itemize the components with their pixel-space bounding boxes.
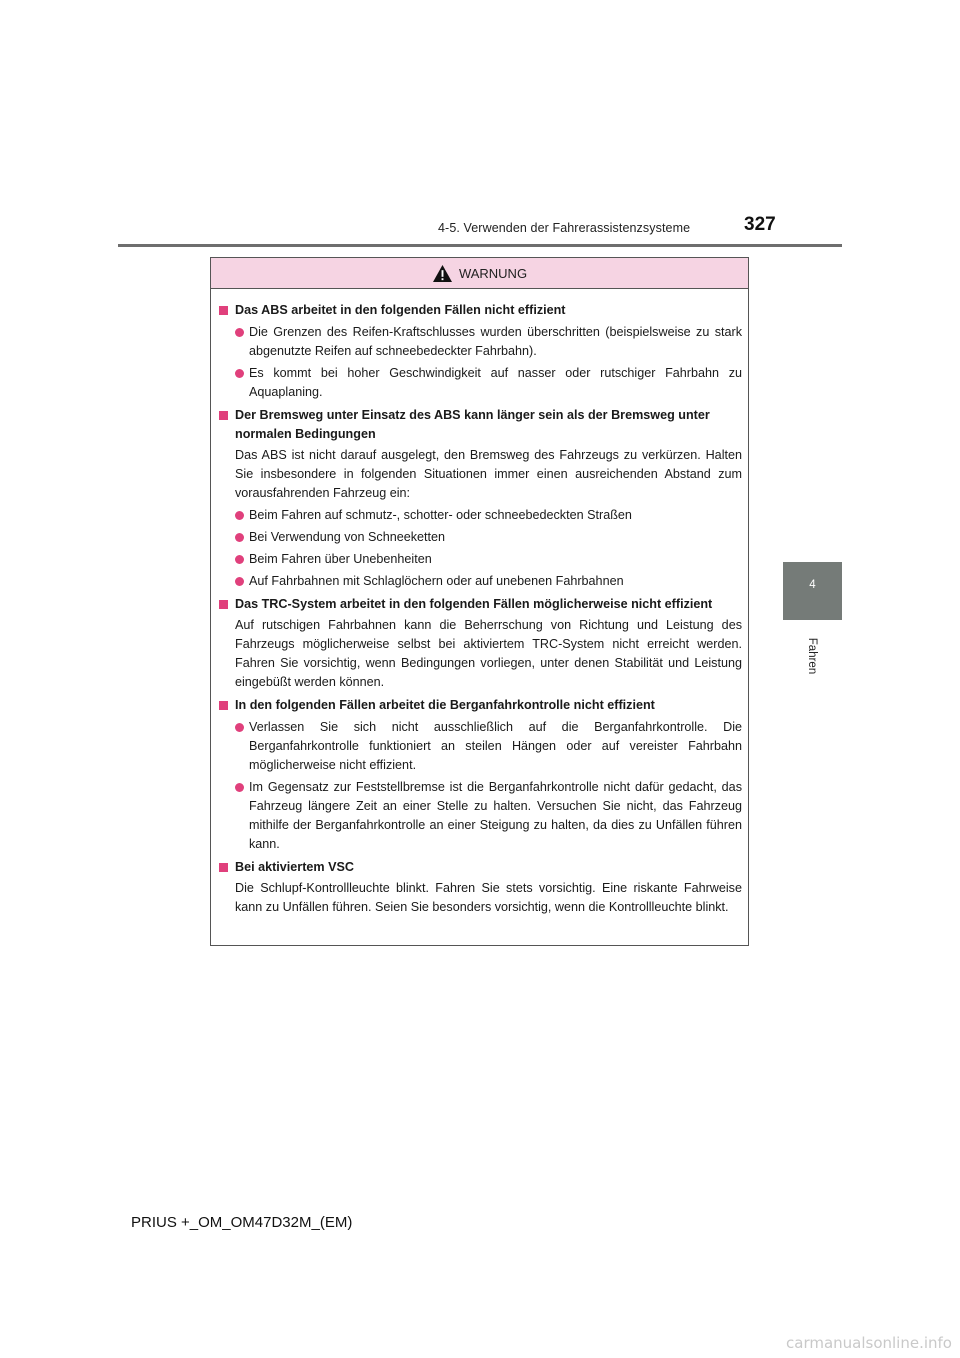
bullet-text: Verlassen Sie sich nicht ausschließlich auf die Berganfahrkontrolle. Die Berganfahrkontrolle funktioniert an steilen Hängen oder auf vereister Fahrbahn möglicherweise nicht effizient. (249, 720, 742, 772)
square-bullet-icon (219, 863, 228, 872)
section-heading (219, 858, 742, 877)
bullet-item (219, 528, 742, 547)
section-heading-text: Bei aktiviertem VSC (235, 860, 354, 874)
bullet-text: Es kommt bei hoher Geschwindigkeit auf nasser oder rutschiger Fahrbahn zu Aquaplaning. (249, 366, 742, 399)
section-title: 4-5. Verwenden der Fahrerassistenzsysteme (438, 221, 691, 235)
warning-triangle-icon (432, 264, 453, 283)
round-bullet-icon (235, 511, 244, 520)
section-heading-text: Der Bremsweg unter Einsatz des ABS kann länger sein als der Bremsweg unter normalen Bedingungen (235, 408, 710, 441)
section-heading (219, 301, 742, 320)
section-heading (219, 696, 742, 715)
chapter-tab (783, 562, 842, 620)
bullet-text: Auf Fahrbahnen mit Schlaglöchern oder auf unebenen Fahrbahnen (249, 574, 624, 588)
chapter-number: 4 (809, 579, 816, 591)
bullet-text: Im Gegensatz zur Feststellbremse ist die Berganfahrkontrolle nicht dafür gedacht, das Fahrzeug längere Zeit an einer Stelle zu halten. Versuchen Sie nicht, das Fahrzeug mithilfe der Berganfahrkontrolle an einer Steigung zu halten, da dies zu Unfällen führen kann. (249, 780, 742, 851)
square-bullet-icon (219, 600, 228, 609)
round-bullet-icon (235, 328, 244, 337)
warning-section (219, 696, 742, 854)
warning-section (219, 406, 742, 591)
square-bullet-icon (219, 411, 228, 420)
round-bullet-icon (235, 555, 244, 564)
warning-body (211, 289, 748, 917)
warning-section (219, 858, 742, 917)
round-bullet-icon (235, 783, 244, 792)
page-number: 327 (744, 214, 776, 235)
bullet-item (219, 506, 742, 525)
section-heading (219, 406, 742, 444)
bullet-text: Die Grenzen des Reifen-Kraftschlusses wurden überschritten (beispielsweise zu stark abgenutzte Reifen auf schneebedeckter Fahrbahn). (249, 325, 742, 358)
watermark: carmanualsonline.info (786, 1334, 952, 1352)
warning-header (211, 258, 748, 289)
warning-box (210, 257, 749, 946)
bullet-item (219, 718, 742, 775)
section-heading (219, 595, 742, 614)
warning-section (219, 301, 742, 402)
bullet-item (219, 364, 742, 402)
warning-section (219, 595, 742, 692)
warning-title: WARNUNG (458, 265, 528, 281)
section-paragraph: Auf rutschigen Fahrbahnen kann die Beherrschung von Richtung und Leistung des Fahrzeugs möglicherweise selbst bei aktiviertem TRC-System nicht erreicht werden. Fahren Sie vorsichtig, wenn Bedingungen vorliegen, unter denen Stabilität und Leistung eingebüßt werden können. (235, 618, 742, 689)
bullet-text: Beim Fahren auf schmutz-, schotter- oder schneebedeckten Straßen (249, 508, 632, 522)
bullet-item (219, 550, 742, 569)
section-heading-text: Das TRC-System arbeitet in den folgenden Fällen möglicherweise nicht effizient (235, 597, 713, 611)
document-code: PRIUS +_OM_OM47D32M_(EM) (131, 1214, 353, 1231)
section-paragraph: Die Schlupf-Kontrollleuchte blinkt. Fahren Sie stets vorsichtig. Eine riskante Fahrweise kann zu Unfällen führen. Seien Sie besonders vorsichtig, wenn die Kontrollleuchte blinkt. (235, 881, 742, 914)
section-heading-text: In den folgenden Fällen arbeitet die Berganfahrkontrolle nicht effizient (235, 698, 655, 712)
bullet-text: Beim Fahren über Unebenheiten (249, 552, 432, 566)
bullet-text: Bei Verwendung von Schneeketten (249, 530, 446, 544)
section-heading-text: Das ABS arbeitet in den folgenden Fällen nicht effizient (235, 303, 566, 317)
bullet-item (219, 323, 742, 361)
round-bullet-icon (235, 577, 244, 586)
bullet-item (219, 572, 742, 591)
bullet-item (219, 778, 742, 854)
round-bullet-icon (235, 369, 244, 378)
round-bullet-icon (235, 723, 244, 732)
header-divider (118, 244, 842, 247)
square-bullet-icon (219, 701, 228, 710)
chapter-label: Fahren (806, 637, 818, 675)
section-paragraph: Das ABS ist nicht darauf ausgelegt, den Bremsweg des Fahrzeugs zu verkürzen. Halten Sie insbesondere in folgenden Situationen immer einen ausreichenden Abstand zum vorausfahrenden Fahrzeug ein: (235, 448, 742, 500)
square-bullet-icon (219, 306, 228, 315)
round-bullet-icon (235, 533, 244, 542)
